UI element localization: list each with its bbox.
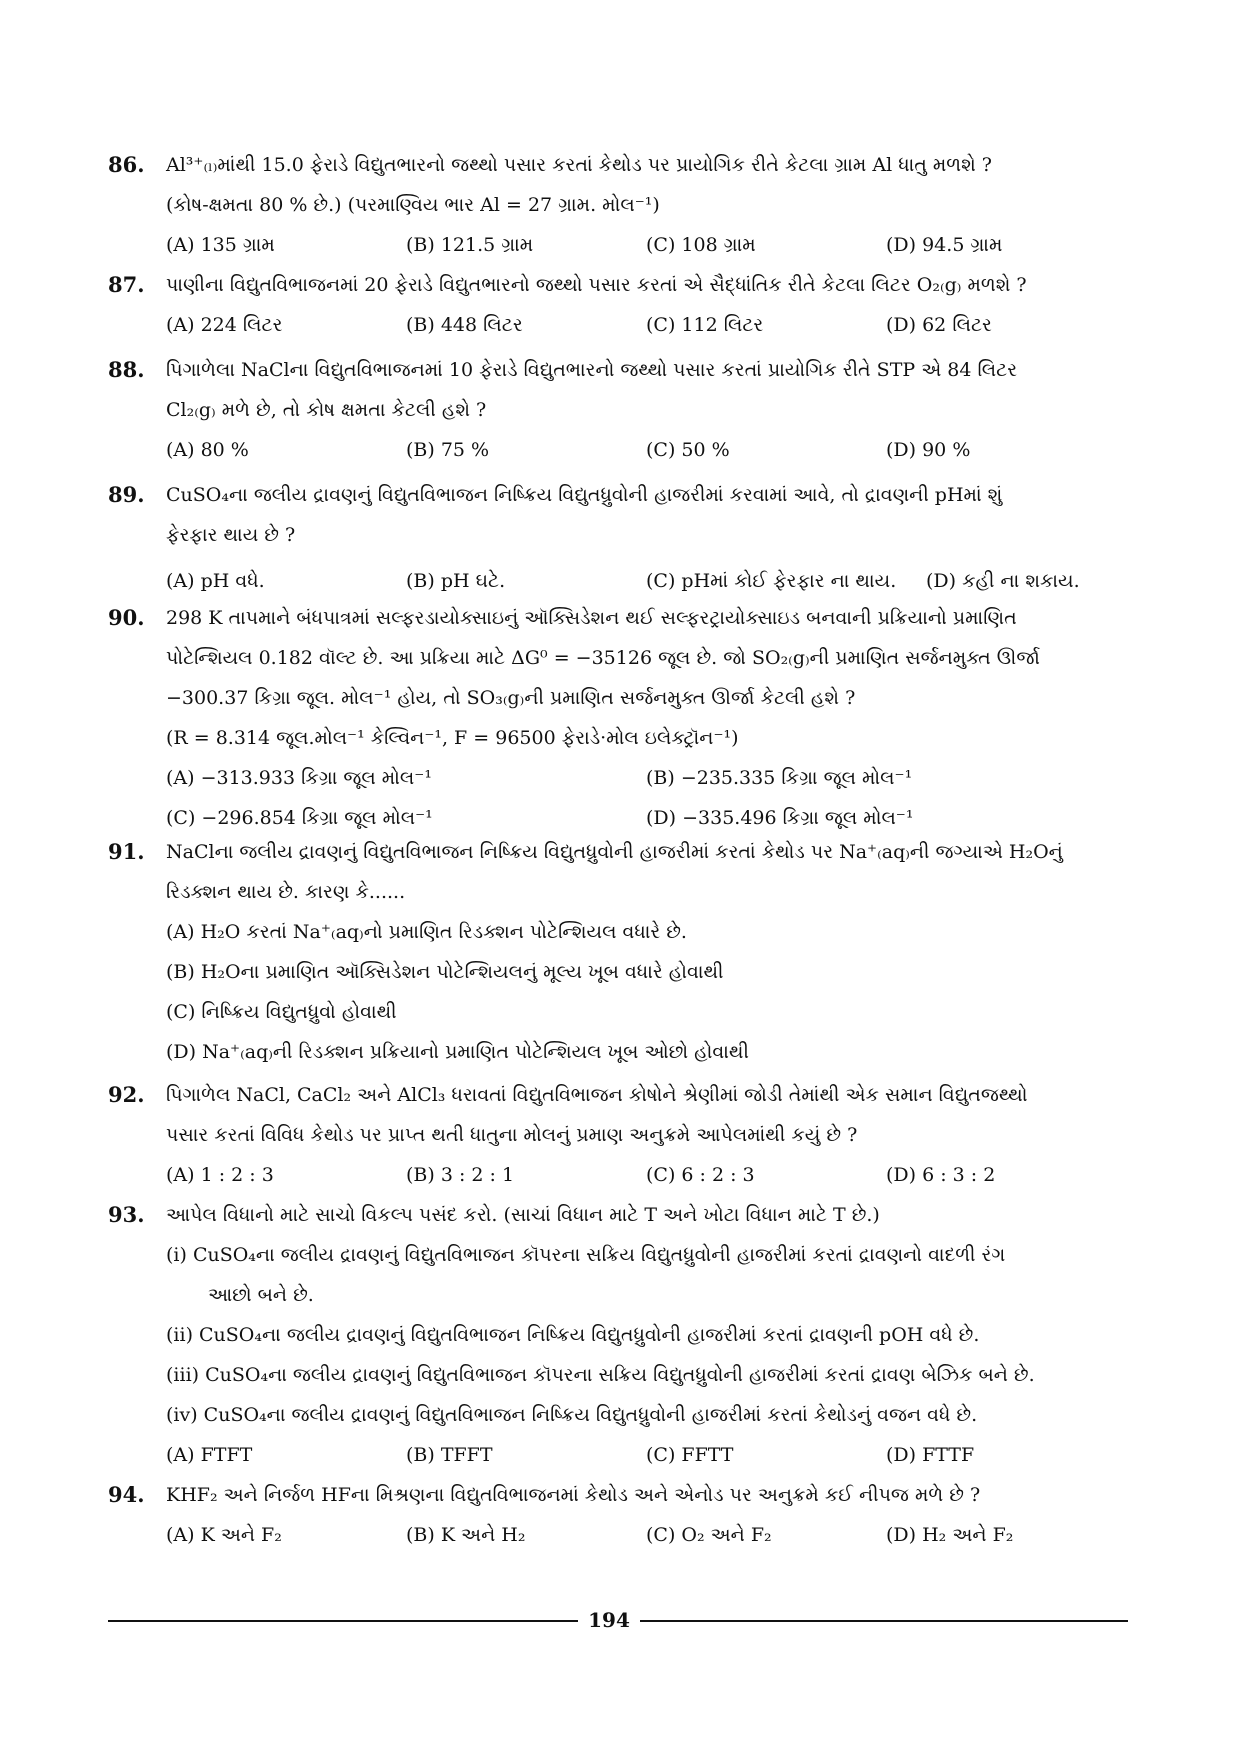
statement-iv: (iv) CuSO₄ના જલીય દ્રાવણનું વિદ્યુતવિભાજન નિષ્ક્રિય વિદ્યુતધ્રુવોની હાજરીમાં કરતાં કેથોડનું વજન વધે છે. xyxy=(166,1404,978,1426)
option-a[interactable]: (A) K અને F₂ xyxy=(166,1524,282,1546)
option-c[interactable]: (C) pHમાં કોઈ ફેરફાર ના થાય. xyxy=(646,570,897,592)
footer-rule-right xyxy=(640,1620,1128,1622)
option-a[interactable]: (A) pH વધે. xyxy=(166,570,265,592)
option-b[interactable]: (B) H₂Oના પ્રમાણિત ઑક્સિડેશન પોટેન્શિયલનું મૂલ્ય ખૂબ વધારે હોવાથી xyxy=(166,961,724,983)
option-a[interactable]: (A) 135 ગ્રામ xyxy=(166,234,275,256)
option-b[interactable]: (B) 121.5 ગ્રામ xyxy=(406,234,534,256)
stem-line: રિડક્શન થાય છે. કારણ કે...... xyxy=(166,881,406,903)
options xyxy=(166,1435,1128,1475)
option-c[interactable]: (C) 6 : 2 : 3 xyxy=(646,1164,755,1186)
statement-i: (i) CuSO₄ના જલીય દ્રાવણનું વિદ્યુતવિભાજન કૉપરના સક્રિય વિદ્યુતધ્રુવોની હાજરીમાં કરતાં દ્રાવણનો વાદળી રંગ xyxy=(166,1244,1006,1266)
options xyxy=(166,561,1128,601)
options xyxy=(166,225,1128,265)
question-stem xyxy=(166,598,1128,758)
option-d[interactable]: (D) કહી ના શકાય. xyxy=(926,570,1080,592)
option-c[interactable]: (C) નિષ્ક્રિય વિદ્યુતધ્રુવો હોવાથી xyxy=(166,1001,397,1023)
question-88 xyxy=(108,350,1128,470)
option-c[interactable]: (C) FFTT xyxy=(646,1444,734,1466)
option-c[interactable]: (C) −296.854 કિગ્રા જૂલ મોલ⁻¹ xyxy=(166,807,433,829)
question-stem xyxy=(166,1475,1128,1515)
option-a[interactable]: (A) −313.933 કિગ્રા જૂલ મોલ⁻¹ xyxy=(166,767,432,789)
option-a[interactable]: (A) 80 % xyxy=(166,439,249,461)
question-92 xyxy=(108,1075,1128,1195)
statements xyxy=(166,1235,1128,1435)
question-stem xyxy=(166,145,1128,225)
stem-line: પિગાળેલ NaCl, CaCl₂ અને AlCl₃ ધરાવતાં વિદ્યુતવિભાજન કોષોને શ્રેણીમાં જોડી તેમાંથી એક સમાન વિદ્યુતજથ્થો xyxy=(166,1084,1028,1106)
stem-line: પસાર કરતાં વિવિધ કેથોડ પર પ્રાપ્ત થતી ધાતુના મોલનું પ્રમાણ અનુક્રમે આપેલમાંથી કયું છે ? xyxy=(166,1124,858,1146)
question-stem xyxy=(166,1075,1128,1155)
question-94 xyxy=(108,1475,1128,1555)
option-b[interactable]: (B) 448 લિટર xyxy=(406,314,523,336)
options xyxy=(166,1155,1128,1195)
stem-line: (R = 8.314 જૂલ.મોલ⁻¹ કેલ્વિન⁻¹, F = 96500 ફેરાડે·મોલ ઇલેક્ટ્રૉન⁻¹) xyxy=(166,727,739,749)
stem-line: CuSO₄ના જલીય દ્રાવણનું વિદ્યુતવિભાજન નિષ્ક્રિય વિદ્યુતધ્રુવોની હાજરીમાં કરવામાં આવે, તો દ્રાવણની pHમાં શું xyxy=(166,484,1003,506)
option-b[interactable]: (B) 75 % xyxy=(406,439,490,461)
stem-line: KHF₂ અને નિર્જળ HFના મિશ્રણના વિદ્યુતવિભાજનમાં કેથોડ અને એનોડ પર અનુક્રમે કઈ નીપજ મળે છે ? xyxy=(166,1484,981,1506)
question-number: 90. xyxy=(108,605,145,630)
stem-line: 298 K તાપમાને બંધપાત્રમાં સલ્ફરડાયોક્સાઇનું ઑક્સિડેશન થઈ સલ્ફરટ્રાયોક્સાઇડ બનવાની પ્રક્રિયાનો પ્રમાણિત xyxy=(166,607,1017,629)
options xyxy=(166,758,1128,838)
question-number: 86. xyxy=(108,152,145,177)
option-d[interactable]: (D) 62 લિટર xyxy=(886,314,992,336)
option-c[interactable]: (C) O₂ અને F₂ xyxy=(646,1524,772,1546)
footer-rule-left xyxy=(108,1620,578,1622)
option-d[interactable]: (D) FTTF xyxy=(886,1444,975,1466)
question-number: 87. xyxy=(108,272,145,297)
option-b[interactable]: (B) −235.335 કિગ્રા જૂલ મોલ⁻¹ xyxy=(646,767,913,789)
question-number: 92. xyxy=(108,1082,145,1107)
option-a[interactable]: (A) H₂O કરતાં Na⁺₍aq₎નો પ્રમાણિત રિડક્શન પોટેન્શિયલ વધારે છે. xyxy=(166,921,687,943)
statement-iii: (iii) CuSO₄ના જલીય દ્રાવણનું વિદ્યુતવિભાજન કૉપરના સક્રિય વિદ્યુતધ્રુવોની હાજરીમાં કરતાં દ્રાવણ બેઝિક બને છે. xyxy=(166,1364,1035,1386)
question-90 xyxy=(108,598,1128,838)
option-c[interactable]: (C) 108 ગ્રામ xyxy=(646,234,756,256)
stem-line: પિગાળેલા NaClના વિદ્યુતવિભાજનમાં 10 ફેરાડે વિદ્યુતભારનો જથ્થો પસાર કરતાં પ્રાયોગિક રીતે STP એ 84 લિટર xyxy=(166,359,1018,381)
option-b[interactable]: (B) TFFT xyxy=(406,1444,493,1466)
statement-i-continued: આછો બને છે. xyxy=(208,1284,314,1306)
option-b[interactable]: (B) K અને H₂ xyxy=(406,1524,526,1546)
options xyxy=(166,1515,1128,1555)
question-number: 88. xyxy=(108,357,145,382)
question-91 xyxy=(108,832,1128,1072)
options xyxy=(166,912,1128,1072)
question-89 xyxy=(108,475,1128,601)
options xyxy=(166,430,1128,470)
option-c[interactable]: (C) 50 % xyxy=(646,439,730,461)
option-b[interactable]: (B) 3 : 2 : 1 xyxy=(406,1164,515,1186)
stem-line: −300.37 કિગ્રા જૂલ. મોલ⁻¹ હોય, તો SO₃₍g₎ની પ્રમાણિત સર્જનમુક્ત ઊર્જા કેટલી હશે ? xyxy=(166,687,856,709)
question-stem xyxy=(166,265,1128,305)
option-d[interactable]: (D) 94.5 ગ્રામ xyxy=(886,234,1003,256)
stem-line: Cl₂₍g₎ મળે છે, તો કોષ ક્ષમતા કેટલી હશે ? xyxy=(166,399,487,421)
question-number: 94. xyxy=(108,1482,145,1507)
question-number: 91. xyxy=(108,839,145,864)
option-c[interactable]: (C) 112 લિટર xyxy=(646,314,764,336)
stem-line: પોટેન્શિયલ 0.182 વૉલ્ટ છે. આ પ્રક્રિયા માટે ΔG⁰ = −35126 જૂલ છે. જો SO₂₍g₎ની પ્રમાણિત સર્જનમુક્ત ઊર્જા xyxy=(166,647,1040,669)
question-86 xyxy=(108,145,1128,265)
statement-ii: (ii) CuSO₄ના જલીય દ્રાવણનું વિદ્યુતવિભાજન નિષ્ક્રિય વિદ્યુતધ્રુવોની હાજરીમાં કરતાં દ્રાવણની pOH વધે છે. xyxy=(166,1324,980,1346)
question-87 xyxy=(108,265,1128,345)
question-number: 89. xyxy=(108,482,145,507)
stem-line: NaClના જલીય દ્રાવણનું વિદ્યુતવિભાજન નિષ્ક્રિય વિદ્યુતધ્રુવોની હાજરીમાં કરતાં કેથોડ પર Na⁺₍aq₎ની જગ્યાએ H₂Oનું xyxy=(166,841,1063,863)
question-stem xyxy=(166,832,1128,912)
option-d[interactable]: (D) 90 % xyxy=(886,439,971,461)
options xyxy=(166,305,1128,345)
stem-line: આપેલ વિધાનો માટે સાચો વિકલ્પ પસંદ કરો. (સાચાં વિધાન માટે T અને ખોટા વિધાન માટે T છે.) xyxy=(166,1204,880,1226)
option-d[interactable]: (D) 6 : 3 : 2 xyxy=(886,1164,996,1186)
question-stem xyxy=(166,475,1128,555)
option-a[interactable]: (A) 1 : 2 : 3 xyxy=(166,1164,274,1186)
stem-line: પાણીના વિદ્યુતવિભાજનમાં 20 ફેરાડે વિદ્યુતભારનો જથ્થો પસાર કરતાં એ સૈદ્ધાંતિક રીતે કેટલા લિટર O₂₍g₎ મળશે ? xyxy=(166,274,1027,296)
option-d[interactable]: (D) Na⁺₍aq₎ની રિડક્શન પ્રક્રિયાનો પ્રમાણિત પોટેન્શિયલ ખૂબ ઓછો હોવાથી xyxy=(166,1041,749,1063)
page-number: 194 xyxy=(588,1608,630,1632)
question-stem xyxy=(166,1195,1128,1235)
option-d[interactable]: (D) −335.496 કિગ્રા જૂલ મોલ⁻¹ xyxy=(646,807,914,829)
question-93 xyxy=(108,1195,1128,1475)
question-stem xyxy=(166,350,1128,430)
option-a[interactable]: (A) 224 લિટર xyxy=(166,314,283,336)
stem-line: (કોષ-ક્ષમતા 80 % છે.) (પરમાણ્વિય ભાર Al = 27 ગ્રામ. મોલ⁻¹) xyxy=(166,194,660,216)
option-d[interactable]: (D) H₂ અને F₂ xyxy=(886,1524,1014,1546)
question-number: 93. xyxy=(108,1202,145,1227)
stem-line: Al³⁺₍ₗ₎માંથી 15.0 ફેરાડે વિદ્યુતભારનો જથ્થો પસાર કરતાં કેથોડ પર પ્રાયોગિક રીતે કેટલા ગ્રામ Al ધાતુ મળશે ? xyxy=(166,154,992,176)
option-a[interactable]: (A) FTFT xyxy=(166,1444,253,1466)
option-b[interactable]: (B) pH ઘટે. xyxy=(406,570,506,592)
stem-line: ફેરફાર થાય છે ? xyxy=(166,524,296,546)
